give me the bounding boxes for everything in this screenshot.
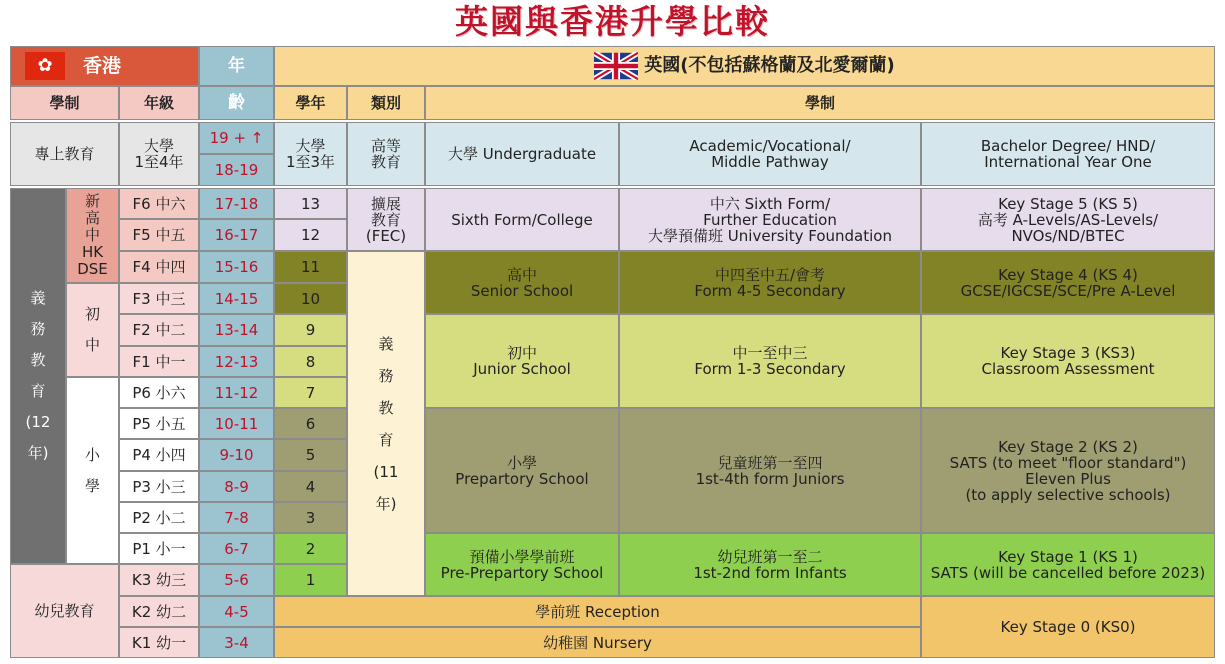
uk-ks2: Key Stage 2 (KS 2) SATS (to meet "floor standard") Eleven Plus (to apply selective schools) [921, 408, 1215, 533]
uk-reception: 學前班 Reception [274, 596, 921, 627]
hk-primary: 小 學 [66, 377, 119, 564]
uk-undergraduate: 大學 Undergraduate [425, 122, 619, 186]
grade-cell: K1 幼一 [119, 627, 199, 658]
uk-ks0: Key Stage 0 (KS0) [921, 596, 1215, 658]
grade-cell: K3 幼三 [119, 564, 199, 596]
uk-year-cell: 3 [274, 502, 347, 533]
age-cell: 10-11 [199, 408, 274, 439]
uk-title: 英國(不包括蘇格蘭及北愛爾蘭) [644, 55, 895, 76]
grade-cell: P2 小二 [119, 502, 199, 533]
age-cell: 16-17 [199, 219, 274, 251]
hk-junior-secondary: 初 中 [66, 283, 119, 377]
uk-juniors: 兒童班第一至四 1st-4th form Juniors [619, 408, 921, 533]
uk-form-4-5: 中四至中五/會考 Form 4-5 Secondary [619, 251, 921, 314]
uk-year-cell: 13 [274, 188, 347, 219]
uk-year-cell: 11 [274, 251, 347, 283]
uk-sixth-form: Sixth Form/College [425, 188, 619, 251]
age-cell: 13-14 [199, 314, 274, 346]
hk-header [10, 46, 199, 86]
grade-cell: P1 小一 [119, 533, 199, 564]
hk-higher-ed: 專上教育 [10, 122, 119, 186]
uk-year-cell: 5 [274, 439, 347, 471]
uk-prep-school: 小學 Prepartory School [425, 408, 619, 533]
uk-pre-prep: 預備小學學前班 Pre-Prepartory School [425, 533, 619, 596]
hk-col-system: 學制 [10, 86, 119, 120]
uk-ks3: Key Stage 3 (KS3) Classroom Assessment [921, 314, 1215, 408]
uk-bachelor: Bachelor Degree/ HND/ International Year One [921, 122, 1215, 186]
uk-col-type: 類別 [347, 86, 425, 120]
age-cell: 14-15 [199, 283, 274, 314]
uk-further-education: 中六 Sixth Form/ Further Education 大學預備班 University Foundation [619, 188, 921, 251]
uk-form-1-3: 中一至中三 Form 1-3 Secondary [619, 314, 921, 408]
age-19-plus: 19 + ↑ [199, 122, 274, 154]
uk-fec: 擴展 教育 (FEC) [347, 188, 425, 251]
grade-cell: P4 小四 [119, 439, 199, 471]
age-18-19: 18-19 [199, 154, 274, 186]
hk-compulsory-12yr: 義 務 教 育 (12 年) [10, 188, 66, 564]
age-cell: 12-13 [199, 346, 274, 377]
age-header-bottom: 齡 [199, 86, 274, 120]
uk-junior-school: 初中 Junior School [425, 314, 619, 408]
uk-infants: 幼兒班第一至二 1st-2nd form Infants [619, 533, 921, 596]
page-title: 英國與香港升學比較 [455, 2, 770, 41]
grade-cell: P3 小三 [119, 471, 199, 502]
grade-cell: F3 中三 [119, 283, 199, 314]
age-cell: 17-18 [199, 188, 274, 219]
hk-col-grade: 年級 [119, 86, 199, 120]
uk-middle-pathway: Academic/Vocational/ Middle Pathway [619, 122, 921, 186]
uk-compulsory-11yr: 義 務 教 育 (11 年) [347, 251, 425, 596]
age-cell: 4-5 [199, 596, 274, 627]
uk-ks1: Key Stage 1 (KS 1) SATS (will be cancelled before 2023) [921, 533, 1215, 596]
age-cell: 7-8 [199, 502, 274, 533]
age-cell: 5-6 [199, 564, 274, 596]
uk-ks5: Key Stage 5 (KS 5) 高考 A-Levels/AS-Levels/ NVOs/ND/BTEC [921, 188, 1215, 251]
uk-year-cell: 9 [274, 314, 347, 346]
grade-cell: F5 中五 [119, 219, 199, 251]
grade-cell: K2 幼二 [119, 596, 199, 627]
hk-nss-dse: 新 高 中 HK DSE [66, 188, 119, 283]
grade-cell: F4 中四 [119, 251, 199, 283]
uk-senior-school: 高中 Senior School [425, 251, 619, 314]
uk-higher-ed: 高等 教育 [347, 122, 425, 186]
uk-year-cell: 7 [274, 377, 347, 408]
age-cell: 6-7 [199, 533, 274, 564]
age-cell: 8-9 [199, 471, 274, 502]
grade-cell: P6 小六 [119, 377, 199, 408]
uk-year-cell: 8 [274, 346, 347, 377]
grade-cell: P5 小五 [119, 408, 199, 439]
uk-year-cell: 12 [274, 219, 347, 251]
grade-cell: F1 中一 [119, 346, 199, 377]
hk-flag-icon: ✿ [25, 52, 65, 80]
age-cell: 15-16 [199, 251, 274, 283]
grade-cell: F6 中六 [119, 188, 199, 219]
uk-year-cell: 2 [274, 533, 347, 564]
hk-university-years: 大學 1至4年 [119, 122, 199, 186]
uk-col-system: 學制 [425, 86, 1215, 120]
uk-university-years: 大學 1至3年 [274, 122, 347, 186]
hk-pre-primary: 幼兒教育 [10, 564, 119, 658]
grade-cell: F2 中二 [119, 314, 199, 346]
uk-flag-icon [594, 52, 638, 80]
uk-year-cell: 10 [274, 283, 347, 314]
age-header-top: 年 [199, 46, 274, 86]
uk-header [274, 46, 1215, 86]
age-cell: 3-4 [199, 627, 274, 658]
uk-nursery: 幼稚園 Nursery [274, 627, 921, 658]
uk-col-year: 學年 [274, 86, 347, 120]
hk-title: 香港 [83, 55, 122, 77]
uk-ks4: Key Stage 4 (KS 4) GCSE/IGCSE/SCE/Pre A-Level [921, 251, 1215, 314]
age-cell: 11-12 [199, 377, 274, 408]
uk-year-cell: 4 [274, 471, 347, 502]
uk-year-cell: 6 [274, 408, 347, 439]
age-cell: 9-10 [199, 439, 274, 471]
uk-year-cell: 1 [274, 564, 347, 596]
